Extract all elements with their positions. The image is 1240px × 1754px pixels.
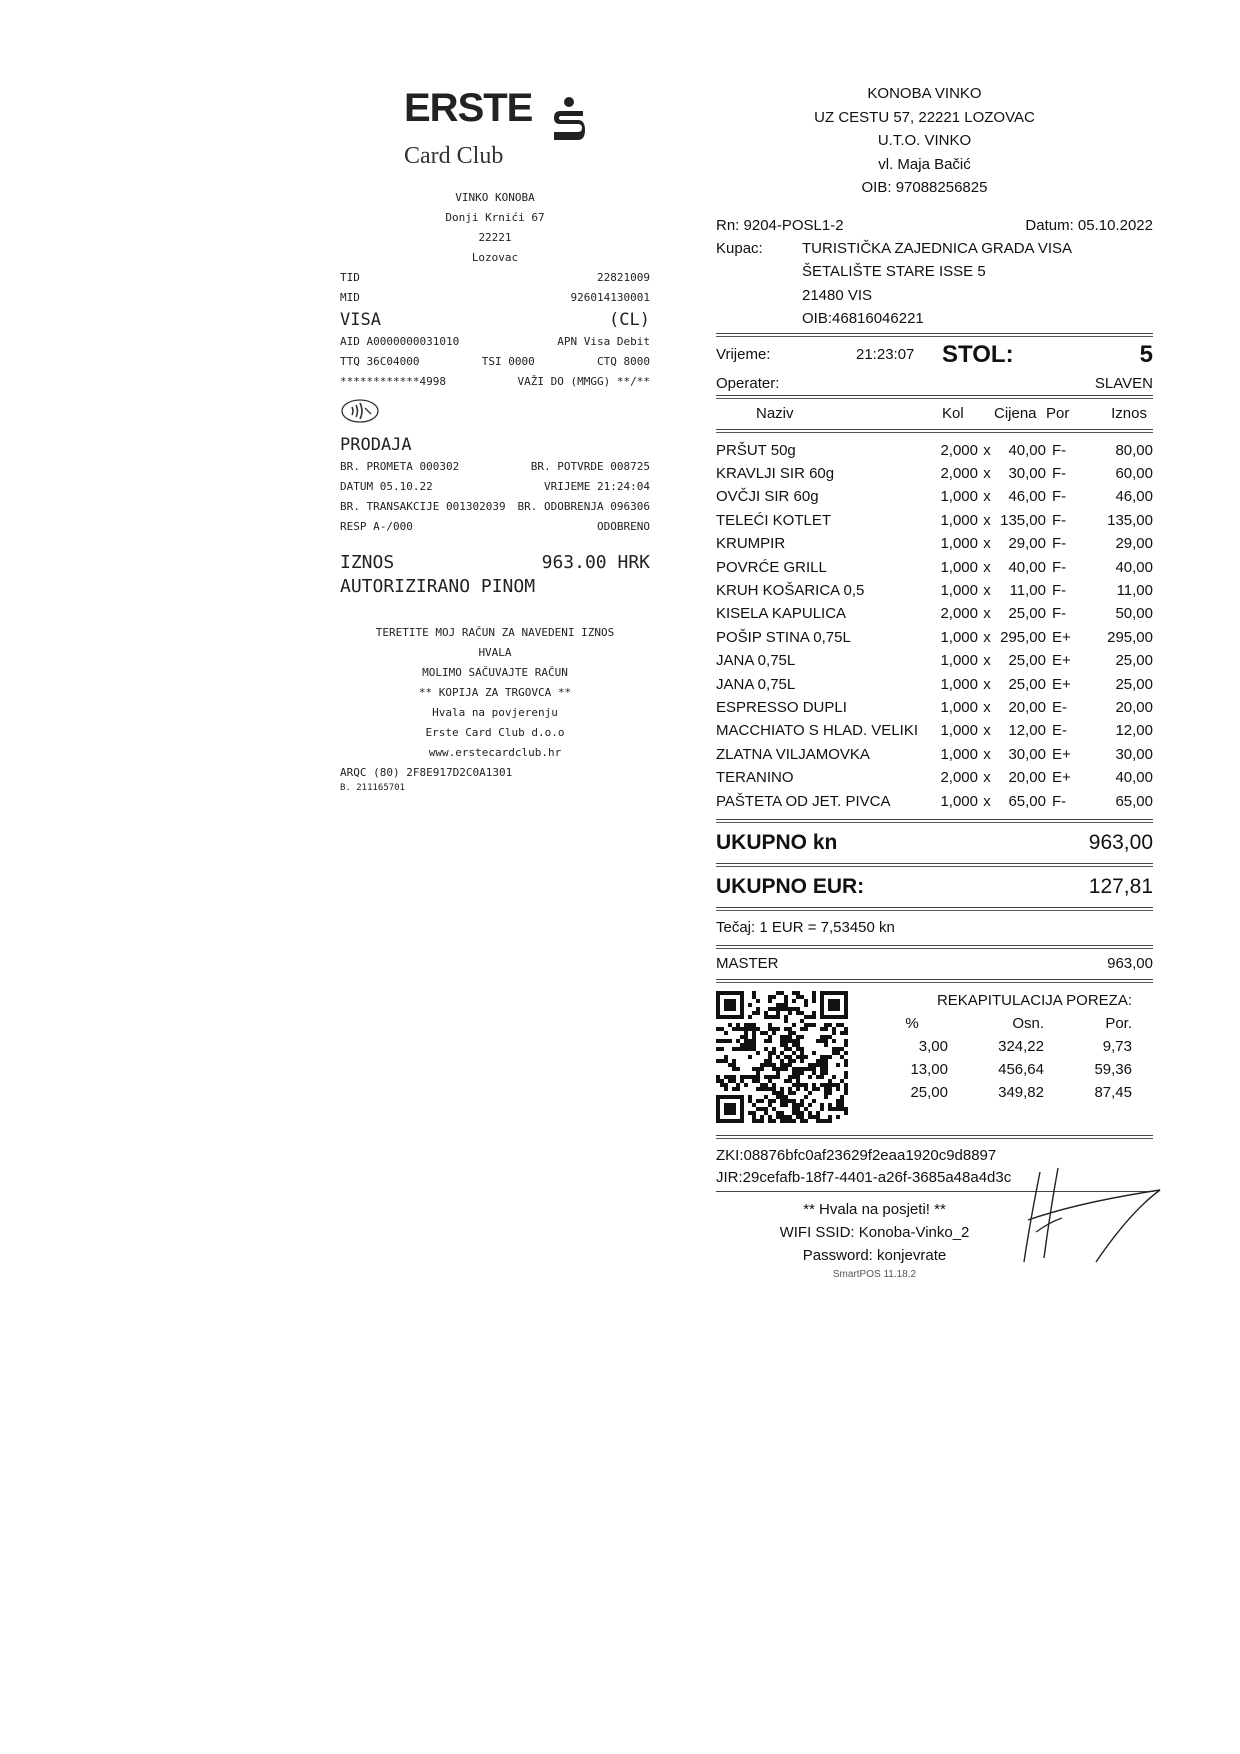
authorization-method: AUTORIZIRANO PINOM	[340, 576, 536, 597]
resp-code: RESP A-/000	[340, 520, 413, 533]
total-eur-row	[716, 867, 1153, 907]
total-kn-label: UKUPNO kn	[716, 831, 838, 854]
transaction-type: PRODAJA	[340, 435, 412, 455]
col-iznos: Iznos	[1111, 404, 1147, 422]
item-amount: 80,00	[1115, 441, 1153, 459]
item-amount: 30,00	[1115, 745, 1153, 763]
item-price: 20,00	[1008, 769, 1046, 787]
item-tax: F-	[1052, 558, 1067, 576]
mid-row	[340, 288, 650, 308]
payment-amount: 963,00	[1107, 955, 1153, 972]
restaurant-address: UZ CESTU 57, 22221 LOZOVAC	[814, 108, 1035, 126]
item-multiply: x	[983, 558, 991, 576]
zki-code: ZKI:08876bfc0af23629f2eaa1920c9d8897	[716, 1147, 997, 1164]
br-prometa: BR. PROMETA 000302	[340, 460, 460, 473]
card-brand-row	[340, 308, 650, 332]
total-kn-value: 963,00	[1088, 831, 1153, 854]
merchant-line: Lozovac	[471, 251, 519, 264]
pos-version: SmartPOS 11.18.2	[832, 1269, 917, 1280]
item-qty: 1,000	[940, 722, 978, 740]
item-tax: F-	[1052, 792, 1067, 810]
customer-label: Kupac:	[716, 239, 763, 257]
item-row	[716, 626, 1153, 649]
item-row	[716, 509, 1153, 532]
item-price: 46,00	[1008, 488, 1046, 506]
slip-time: VRIJEME 21:24:04	[544, 480, 650, 493]
customer-line: 21480 VIS	[802, 286, 873, 304]
item-qty: 1,000	[940, 558, 978, 576]
item-amount: 46,00	[1115, 488, 1153, 506]
merchant-info	[340, 188, 650, 268]
item-tax: F-	[1052, 511, 1067, 529]
footer-line: TERETITE MOJ RAČUN ZA NAVEDENI IZNOS	[375, 626, 615, 639]
item-name: KRUMPIR	[716, 535, 786, 553]
approval-status: ODOBRENO	[597, 520, 650, 533]
tax-header-row	[876, 1012, 1132, 1035]
items-header	[716, 403, 1153, 425]
item-multiply: x	[983, 511, 991, 529]
tax-col-base: Osn.	[1012, 1015, 1044, 1032]
table-number: 5	[1139, 340, 1153, 368]
payment-method: MASTER	[716, 955, 779, 972]
item-multiply: x	[983, 581, 991, 599]
amount-value: 963.00 HRK	[541, 552, 650, 573]
footer-line: Erste Card Club d.o.o	[425, 726, 565, 739]
br-odobrenja: BR. ODOBRENJA 096306	[517, 500, 650, 513]
item-row	[716, 579, 1153, 602]
bill-number-row	[716, 214, 1153, 237]
br-potvrde: BR. POTVRDE 008725	[530, 460, 650, 473]
card-slip	[340, 86, 650, 793]
footer-line: www.erstecardclub.hr	[428, 746, 562, 759]
item-row	[716, 790, 1153, 813]
footer-line: ** KOPIJA ZA TRGOVCA **	[418, 686, 572, 699]
item-name: JANA 0,75L	[716, 675, 796, 693]
item-price: 30,00	[1008, 745, 1046, 763]
transakcija-row	[340, 497, 650, 517]
operator-value: SLAVEN	[1094, 374, 1153, 392]
footer-line: HVALA	[478, 646, 512, 659]
col-por: Por	[1046, 404, 1070, 422]
tax-base: 349,82	[998, 1084, 1044, 1101]
amount-label: IZNOS	[340, 552, 395, 573]
time-value: 21:23:07	[856, 345, 915, 363]
item-row	[716, 462, 1153, 485]
customer-block	[716, 237, 1153, 331]
item-price: 40,00	[1008, 441, 1046, 459]
item-multiply: x	[983, 535, 991, 553]
item-multiply: x	[983, 441, 991, 459]
customer-line: OIB:46816046221	[802, 310, 924, 327]
aid-row	[340, 332, 650, 352]
card-expiry: VAŽI DO (MMGG) **/**	[517, 375, 650, 388]
item-row	[716, 743, 1153, 766]
item-tax: E+	[1052, 769, 1071, 787]
item-name: ESPRESSO DUPLI	[716, 698, 847, 716]
item-amount: 11,00	[1116, 581, 1153, 599]
tid-row	[340, 268, 650, 288]
ctq: CTQ 8000	[597, 355, 650, 368]
wifi-ssid: WIFI SSID: Konoba-Vinko_2	[779, 1224, 970, 1241]
slip-date: DATUM 05.10.22	[340, 480, 433, 493]
item-price: 135,00	[1000, 511, 1046, 529]
customer-line: ŠETALIŠTE STARE ISSE 5	[802, 263, 986, 280]
item-name: KRAVLJI SIR 60g	[716, 464, 835, 482]
item-price: 25,00	[1008, 652, 1046, 670]
item-row	[716, 649, 1153, 672]
mid-label: MID	[340, 291, 360, 304]
item-amount: 60,00	[1115, 464, 1153, 482]
tax-amount: 87,45	[1094, 1084, 1132, 1101]
item-qty: 2,000	[940, 464, 978, 482]
item-row	[716, 439, 1153, 462]
ttq: TTQ 36C04000	[340, 355, 420, 368]
footer-line: MOLIMO SAČUVAJTE RAČUN	[422, 666, 568, 679]
item-tax: E+	[1052, 745, 1071, 763]
col-kol: Kol	[942, 404, 964, 422]
item-multiply: x	[983, 698, 991, 716]
qr-code-icon	[716, 991, 848, 1123]
item-multiply: x	[983, 745, 991, 763]
payment-row	[716, 949, 1153, 979]
item-qty: 1,000	[940, 792, 978, 810]
item-qty: 1,000	[940, 535, 978, 553]
total-kn-row	[716, 823, 1153, 863]
item-qty: 1,000	[940, 628, 978, 646]
item-price: 11,00	[1009, 581, 1046, 599]
item-qty: 2,000	[940, 441, 978, 459]
item-amount: 135,00	[1107, 511, 1153, 529]
item-price: 12,00	[1008, 722, 1046, 740]
resp-row	[340, 517, 650, 537]
item-row	[716, 485, 1153, 508]
item-tax: E+	[1052, 628, 1071, 646]
item-amount: 25,00	[1115, 675, 1153, 693]
item-tax: F-	[1052, 464, 1067, 482]
apn: APN Visa Debit	[557, 335, 650, 348]
item-amount: 65,00	[1115, 792, 1153, 810]
item-qty: 1,000	[940, 698, 978, 716]
total-eur-value: 127,81	[1088, 875, 1153, 898]
item-name: PRŠUT 50g	[716, 441, 796, 459]
tsi: TSI 0000	[481, 355, 535, 368]
tax-amount: 59,36	[1094, 1061, 1132, 1078]
item-multiply: x	[983, 464, 991, 482]
time-label: Vrijeme:	[716, 345, 771, 363]
item-tax: F-	[1052, 605, 1067, 623]
item-price: 29,00	[1008, 535, 1046, 553]
erste-s-icon	[550, 96, 588, 146]
logo-subtitle: Card Club	[404, 143, 504, 169]
tax-base: 456,64	[998, 1061, 1044, 1078]
tax-section	[716, 991, 1153, 1123]
tax-rows	[876, 1035, 1132, 1104]
item-row	[716, 719, 1153, 742]
time-table-row	[716, 337, 1153, 373]
jir-code: JIR:29cefafb-18f7-4401-a26f-3685a48a4d3c	[716, 1169, 1012, 1186]
tax-pct: 25,00	[910, 1084, 948, 1101]
item-name: PAŠTETA OD JET. PIVCA	[716, 792, 891, 810]
table-label: STOL:	[942, 340, 1014, 368]
item-amount: 25,00	[1115, 652, 1153, 670]
item-tax: E+	[1052, 652, 1071, 670]
item-tax: E-	[1052, 698, 1067, 716]
owner-name: vl. Maja Bačić	[878, 155, 971, 173]
wifi-password: Password: konjevrate	[802, 1247, 947, 1264]
item-qty: 1,000	[940, 581, 978, 599]
item-price: 30,00	[1008, 464, 1046, 482]
col-naziv: Naziv	[756, 404, 794, 422]
item-name: MACCHIATO S HLAD. VELIKI	[716, 722, 918, 740]
tax-col-tax: Por.	[1105, 1015, 1132, 1032]
item-qty: 2,000	[940, 769, 978, 787]
item-name: JANA 0,75L	[716, 652, 796, 670]
bill-header	[696, 82, 1153, 200]
item-price: 25,00	[1008, 675, 1046, 693]
item-name: KISELA KAPULICA	[716, 605, 847, 623]
item-price: 65,00	[1008, 792, 1046, 810]
bill-number: Rn: 9204-POSL1-2	[716, 216, 844, 234]
exchange-rate: Tečaj: 1 EUR = 7,53450 kn	[716, 919, 895, 936]
item-name: TELEĆI KOTLET	[716, 511, 832, 529]
tax-recap	[876, 989, 1132, 1123]
item-qty: 1,000	[940, 488, 978, 506]
datum-row	[340, 477, 650, 497]
item-tax: E+	[1052, 675, 1071, 693]
signature-icon	[1020, 1162, 1170, 1272]
thanks-line: ** Hvala na posjeti! **	[803, 1201, 946, 1218]
item-qty: 1,000	[940, 745, 978, 763]
fiscal-bill	[716, 82, 1153, 1283]
item-name: OVČJI SIR 60g	[716, 488, 819, 506]
item-multiply: x	[983, 652, 991, 670]
prometa-row	[340, 457, 650, 477]
tax-pct: 3,00	[918, 1038, 948, 1055]
item-tax: F-	[1052, 581, 1067, 599]
item-row	[716, 696, 1153, 719]
amount-row	[340, 551, 650, 575]
mid-value: 926014130001	[570, 291, 650, 304]
tax-amount: 9,73	[1102, 1038, 1132, 1055]
company-name: U.T.O. VINKO	[877, 132, 972, 149]
item-qty: 1,000	[940, 511, 978, 529]
item-amount: 40,00	[1115, 769, 1153, 787]
item-row	[716, 673, 1153, 696]
item-multiply: x	[983, 628, 991, 646]
contactless-icon	[340, 398, 380, 424]
item-multiply: x	[983, 675, 991, 693]
erste-logo	[340, 86, 650, 182]
slip-footer	[340, 623, 650, 763]
arqc: ARQC (80) 2F8E917D2C0A1301	[340, 766, 513, 779]
item-multiply: x	[983, 769, 991, 787]
br-transakcije: BR. TRANSAKCIJE 001302039	[340, 500, 506, 513]
item-name: KRUH KOŠARICA 0,5	[716, 581, 865, 599]
item-tax: F-	[1052, 488, 1067, 506]
total-eur-label: UKUPNO EUR:	[716, 875, 865, 898]
merchant-line: Donji Krnići 67	[445, 211, 545, 224]
item-tax: E-	[1052, 722, 1067, 740]
tax-row	[876, 1081, 1132, 1104]
card-pan: ************4998	[340, 375, 446, 388]
tax-title: REKAPITULACIJA POREZA:	[936, 992, 1132, 1009]
item-amount: 29,00	[1115, 535, 1153, 553]
logo-word: ERSTE	[404, 86, 533, 130]
card-mode: (CL)	[609, 310, 650, 330]
item-name: POŠIP STINA 0,75L	[716, 628, 851, 646]
item-name: ZLATNA VILJAMOVKA	[716, 745, 870, 763]
footer-line: Hvala na povjerenju	[432, 706, 558, 719]
operator-row	[716, 373, 1153, 395]
item-qty: 2,000	[940, 605, 978, 623]
tax-row	[876, 1035, 1132, 1058]
item-price: 25,00	[1008, 605, 1046, 623]
item-row	[716, 602, 1153, 625]
item-amount: 20,00	[1115, 698, 1153, 716]
item-row	[716, 556, 1153, 579]
tax-row	[876, 1058, 1132, 1081]
item-amount: 12,00	[1115, 722, 1153, 740]
item-multiply: x	[983, 605, 991, 623]
restaurant-name: KONOBA VINKO	[867, 85, 982, 102]
item-price: 295,00	[1000, 628, 1046, 646]
ttq-row	[340, 352, 650, 372]
merchant-line: VINKO KONOBA	[455, 191, 535, 204]
item-multiply: x	[983, 488, 991, 506]
item-multiply: x	[983, 792, 991, 810]
item-price: 40,00	[1008, 558, 1046, 576]
tid-value: 22821009	[597, 271, 650, 284]
item-name: POVRĆE GRILL	[716, 558, 827, 576]
tax-pct: 13,00	[910, 1061, 948, 1078]
tax-col-pct: %	[905, 1015, 919, 1032]
item-qty: 1,000	[940, 652, 978, 670]
operator-label: Operater:	[716, 374, 780, 392]
merchant-line: 22221	[478, 231, 512, 244]
pan-row	[340, 372, 650, 392]
item-tax: F-	[1052, 441, 1067, 459]
item-amount: 50,00	[1115, 605, 1153, 623]
tax-base: 324,22	[998, 1038, 1044, 1055]
bill-date: Datum: 05.10.2022	[1025, 216, 1153, 234]
restaurant-oib: OIB: 97088256825	[861, 179, 988, 196]
tid-label: TID	[340, 271, 360, 284]
aid: AID A0000000031010	[340, 335, 460, 348]
item-amount: 40,00	[1115, 558, 1153, 576]
card-brand: VISA	[340, 310, 381, 330]
item-tax: F-	[1052, 535, 1067, 553]
item-price: 20,00	[1008, 698, 1046, 716]
item-amount: 295,00	[1107, 628, 1153, 646]
item-qty: 1,000	[940, 675, 978, 693]
item-name: TERANINO	[716, 769, 794, 787]
col-cijena: Cijena	[994, 404, 1037, 422]
items-list	[716, 439, 1153, 814]
customer-line: TURISTIČKA ZAJEDNICA GRADA VISA	[802, 239, 1073, 257]
item-row	[716, 532, 1153, 555]
slip-serial: B. 211165701	[340, 783, 406, 793]
item-multiply: x	[983, 722, 991, 740]
item-row	[716, 766, 1153, 789]
